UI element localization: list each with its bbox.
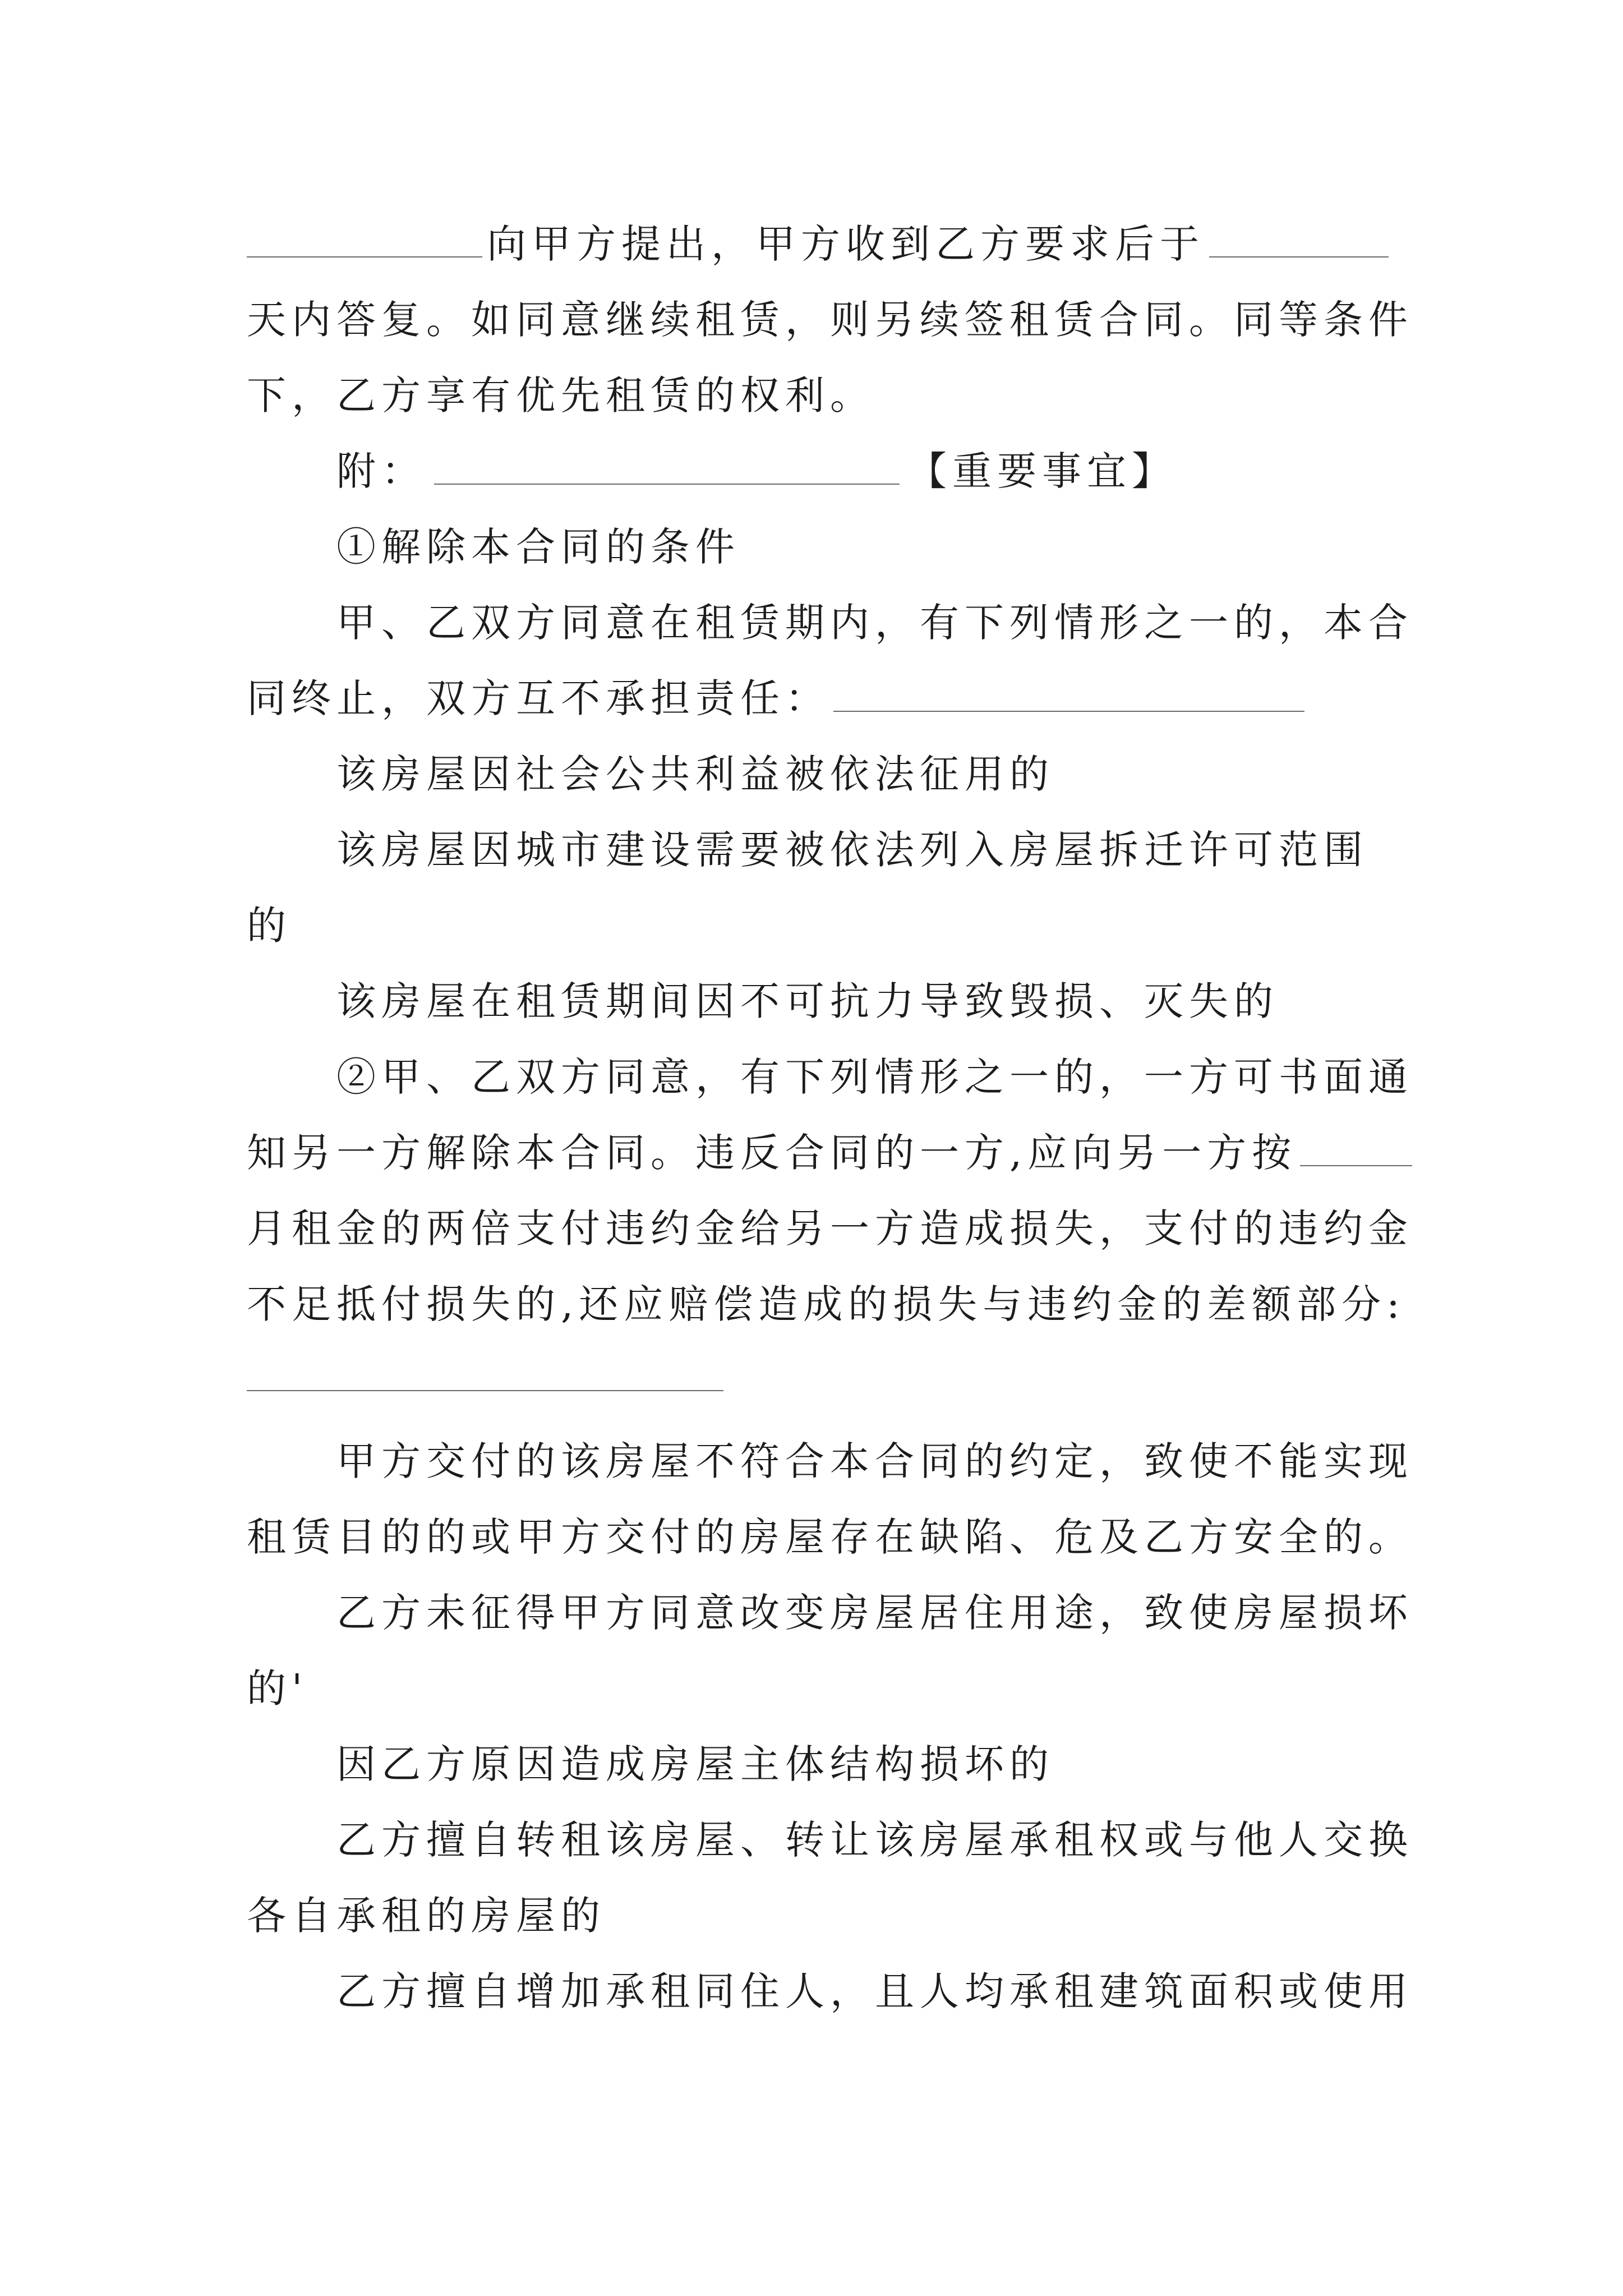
fill-blank <box>247 223 482 257</box>
text-line: 甲方交付的该房屋不符合本合同的约定，致使不能实现 <box>336 1438 1413 1484</box>
fill-blank <box>247 1390 723 1391</box>
text-line <box>247 1128 1412 1178</box>
text-line: 乙方未征得甲方同意改变房屋居住用途，致使房屋损坏 <box>336 1590 1413 1636</box>
text-line: 乙方擅自增加承租同住人，且人均承租建筑面积或使用 <box>336 1968 1413 2014</box>
fill-blank <box>1209 223 1389 257</box>
text-line: 租赁目的的或甲方交付的房屋存在缺陷、危及乙方安全的。 <box>247 1514 1413 1560</box>
text-line: 该房屋因社会公共利益被依法征用的 <box>336 751 1054 797</box>
text-line: 天内答复。如同意继续租赁，则另续签租赁合同。同等条件 <box>247 297 1413 343</box>
text-line <box>247 219 1389 269</box>
text-line: ②甲、乙双方同意，有下列情形之一的，一方可书面通 <box>336 1054 1413 1100</box>
text-span: 附： <box>336 448 426 494</box>
text-line: 的 <box>247 903 292 949</box>
text-span: 向甲方提出，甲方收到乙方要求后于 <box>487 221 1205 267</box>
text-line: 甲、乙双方同意在租赁期内，有下列情形之一的，本合 <box>336 600 1413 646</box>
fill-blank <box>1300 1131 1412 1166</box>
text-span: 知另一方解除本合同。违反合同的一方,应向另一方按 <box>247 1130 1297 1176</box>
text-line: 乙方擅自转租该房屋、转让该房屋承租权或与他人交换 <box>336 1817 1413 1863</box>
text-line: 不足抵付损失的,还应赔偿造成的损失与违约金的差额部分: <box>247 1281 1405 1327</box>
text-line: 该房屋在租赁期间因不可抗力导致毁损、灭失的 <box>336 978 1279 1024</box>
text-line: 月租金的两倍支付违约金给另一方造成损失，支付的违约金 <box>247 1205 1413 1251</box>
text-span: 【重要事宜】 <box>907 448 1177 494</box>
text-line: 因乙方原因造成房屋主体结构损坏的 <box>336 1741 1054 1787</box>
text-line: 该房屋因城市建设需要被依法列入房屋拆迁许可范围 <box>336 827 1368 873</box>
text-line: 各自承租的房屋的 <box>247 1893 606 1939</box>
text-line <box>247 673 1304 724</box>
text-line: ①解除本合同的条件 <box>336 524 740 570</box>
fill-blank <box>434 450 900 485</box>
text-span: 同终止，双方互不承担责任： <box>247 675 830 721</box>
text-line <box>336 446 1177 496</box>
text-line: 的' <box>247 1665 308 1711</box>
fill-blank <box>833 677 1304 712</box>
text-line: 下，乙方享有优先租赁的权利。 <box>247 372 875 418</box>
